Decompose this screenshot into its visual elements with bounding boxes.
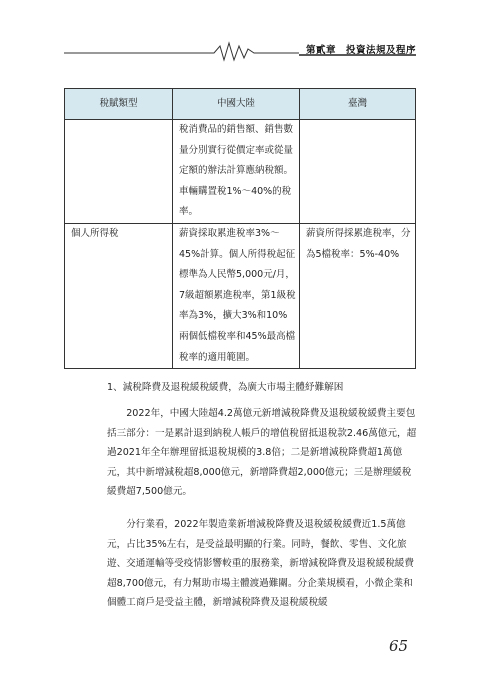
chapter-title: 第貳章 投資法規及程序: [305, 45, 416, 56]
list-heading: 1、減稅降費及退稅緩稅緩費，為廣大市場主體紓難解困: [107, 382, 344, 393]
table-header-row: [65, 89, 416, 120]
table-row: [65, 120, 416, 224]
tax-type-cell: 個人所得稅: [65, 223, 173, 368]
column-header-tax-type: 稅賦類型: [65, 89, 173, 120]
column-header-china: 中國大陸: [173, 89, 300, 120]
taiwan-cell: 薪資所得採累進稅率，分為5檔稅率：5%-40%: [300, 223, 416, 368]
body-paragraph: 分行業看，2022年製造業新增減稅降費及退稅緩稅緩費近1.5萬億元，占比35%左右，是受益最明顯的行業。同時，餐飲、零售、文化旅遊、交通運輸等受疫情影響較重的服務業，新增減稅降費及退稅緩稅緩費超8,700億元，有力幫助市場主體渡過難關。分企業規模看，小微企業和個體工商戶是受益主體，新增減稅降費及退稅緩稅緩: [107, 519, 414, 609]
tax-comparison-table: [64, 88, 416, 369]
column-header-taiwan: 臺灣: [300, 89, 416, 120]
taiwan-cell: [300, 120, 416, 224]
tax-type-cell: [65, 120, 173, 224]
page-number: 65: [389, 637, 409, 655]
china-cell: 薪資採取累進稅率3%～45%計算。個人所得稅起征標準為人民幣5,000元/月，7級超額累進稅率，第1級稅率為3%，擴大3%和10%兩個低檔稅率和45%最高檔稅率的適用範圍。: [173, 223, 300, 368]
body-paragraph: 2022年，中國大陸超4.2萬億元新增減稅降費及退稅緩稅緩費主要包括三部分：一是累計退到納稅人帳戶的增值稅留抵退稅款2.46萬億元，超過2021年全年辦理留抵退稅規模的3.8倍；二是新增減稅降費超1萬億元，其中新增減稅超8,000億元，新增降費超2,000億元；三是辦理緩稅緩費超7,500億元。: [107, 408, 417, 498]
china-cell: 稅消費品的銷售額、銷售數量分別實行從價定率或從量定額的辦法計算應納稅額。車輛購置稅1%～40%的稅率。: [173, 120, 300, 224]
page-header: [64, 38, 416, 64]
table-row: [65, 223, 416, 368]
